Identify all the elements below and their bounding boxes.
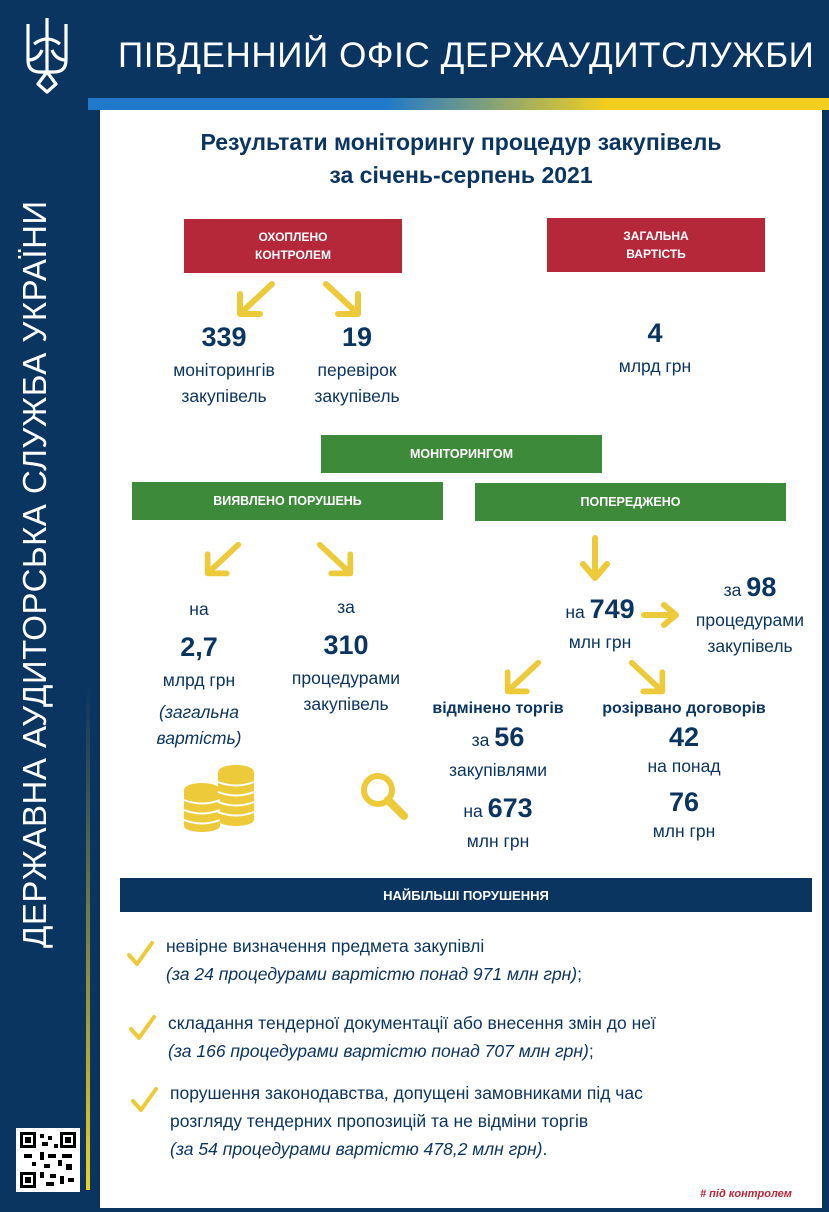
- arrow-down-right-icon: [314, 540, 358, 580]
- violations-amount-prefix: на: [189, 599, 209, 619]
- top-violations-heading: НАЙБІЛЬШІ ПОРУШЕННЯ: [120, 878, 812, 912]
- main-panel: [100, 110, 822, 1208]
- inspections-stat: [290, 322, 424, 409]
- checkmark-icon: [128, 1014, 156, 1042]
- title-line-1: Результати моніторингу процедур закупівель: [200, 129, 722, 155]
- hashtag-link[interactable]: # під контролем: [700, 1188, 792, 1200]
- cancelled-amount-line: [416, 791, 580, 828]
- violations-procedures-line-1: процедурами: [291, 668, 401, 688]
- terminated-amount-unit: млн грн: [652, 821, 716, 841]
- violation-item-tail: ;: [577, 964, 583, 984]
- violation-item-detail: (за 54 процедурами вартістю 478,2 млн грн): [170, 1139, 543, 1159]
- arrow-down-left-icon: [200, 540, 244, 580]
- monitorings-label-line-1: моніторингів: [173, 360, 275, 380]
- cancelled-amount-unit: млн грн: [466, 831, 530, 851]
- inspections-value: 19: [341, 322, 373, 352]
- terminated-count-unit: на понад: [647, 756, 721, 776]
- violations-amount-unit: млрд грн: [162, 670, 236, 690]
- violation-item-tail: .: [542, 1139, 548, 1159]
- inspections-label-line-1: перевірок: [317, 360, 397, 380]
- monitoring-box: МОНІТОРИНГОМ: [321, 435, 602, 473]
- cancelled-count-line: [416, 720, 580, 757]
- monitorings-stat: [148, 322, 300, 409]
- total-cost-box: [547, 218, 765, 272]
- qr-code-icon[interactable]: [16, 1128, 80, 1192]
- vertical-title: ДЕРЖАВНА АУДИТОРСЬКА СЛУЖБА УКРАЇНИ: [16, 200, 53, 948]
- violation-item-tail: ;: [588, 1041, 594, 1061]
- trident-icon: [20, 14, 74, 94]
- inspections-label-line-2: закупівель: [314, 386, 400, 406]
- violation-item-text-line-1: порушення законодавства, допущені замовниками під час: [170, 1083, 643, 1103]
- total-cost-label-line-2: ВАРТІСТЬ: [626, 247, 686, 261]
- covered-label-line-1: ОХОПЛЕНО: [258, 230, 328, 244]
- violations-amount-note-line-2: вартість): [156, 728, 242, 748]
- prevented-procedures-prefix: за: [723, 580, 742, 600]
- arrow-down-left-icon: [500, 658, 544, 698]
- prevented-amount-prefix: на: [565, 602, 585, 622]
- flag-stripe: [88, 98, 829, 110]
- coins-icon: [180, 760, 260, 832]
- prevented-amount-unit: млн грн: [568, 632, 632, 652]
- violations-amount-value: 2,7: [180, 632, 218, 662]
- total-cost-unit: млрд грн: [618, 356, 692, 376]
- violation-item: [168, 1009, 818, 1065]
- violation-item-detail: (за 166 процедурами вартістю понад 707 млн грн): [168, 1041, 589, 1061]
- arrow-right-icon: [640, 600, 682, 630]
- terminated-count-value: 42: [668, 722, 700, 752]
- cancelled-amount-prefix: на: [463, 801, 483, 821]
- arrow-down-right-icon: [626, 658, 670, 698]
- violation-item-text: складання тендерної документації або внесення змін до неї: [168, 1013, 656, 1033]
- violation-item-text: невірне визначення предмета закупівлі: [166, 936, 485, 956]
- violations-amount-stat: [130, 596, 268, 751]
- prevented-procedures-value: 98: [746, 572, 777, 602]
- total-cost-value: 4: [647, 318, 663, 348]
- prevented-amount-value: 749: [589, 594, 635, 624]
- arrow-down-right-icon: [320, 280, 366, 320]
- sidebar-accent-stripe: [86, 690, 90, 1190]
- infographic-title: [100, 126, 822, 192]
- total-cost-stat: [580, 318, 730, 379]
- violations-procedures-line-2: закупівель: [303, 694, 389, 714]
- prevented-procedures-line: [685, 570, 815, 607]
- violation-item-detail: (за 24 процедурами вартістю понад 971 млн грн): [166, 964, 578, 984]
- violation-item-text-line-2: розгляду тендерних пропозицій та не відміни торгів: [170, 1111, 589, 1131]
- checkmark-icon: [126, 940, 154, 968]
- monitorings-label-line-2: закупівель: [181, 386, 267, 406]
- terminated-stat: [584, 700, 784, 844]
- checkmark-icon: [130, 1086, 158, 1114]
- total-cost-label-line-1: ЗАГАЛЬНА: [623, 229, 689, 243]
- terminated-amount-value: 76: [668, 787, 700, 817]
- terminated-heading: розірвано договорів: [602, 700, 766, 717]
- violation-item: [166, 932, 816, 988]
- violations-amount-note-line-1: (загальна: [159, 702, 239, 722]
- cancelled-count-prefix: за: [471, 730, 490, 750]
- monitorings-value: 339: [201, 322, 247, 352]
- cancelled-heading: відмінено торгів: [432, 700, 564, 717]
- violation-item: [170, 1079, 820, 1163]
- covered-box: [184, 219, 402, 273]
- magnifier-icon: [358, 770, 410, 822]
- arrow-down-icon: [578, 534, 612, 584]
- prevented-box: ПОПЕРЕДЖЕНО: [475, 483, 786, 521]
- cancelled-count-unit: закупівлями: [448, 760, 548, 780]
- prevented-procedures-line-2: закупівель: [707, 636, 793, 656]
- violations-procedures-stat: [276, 594, 416, 717]
- cancelled-amount-value: 673: [487, 793, 533, 823]
- cancelled-stat: [416, 700, 580, 854]
- prevented-procedures-stat: [685, 570, 815, 659]
- cancelled-count-value: 56: [494, 722, 525, 752]
- prevented-procedures-line-1: процедурами: [695, 610, 805, 630]
- sidebar: [0, 0, 88, 1212]
- violations-box: ВИЯВЛЕНО ПОРУШЕНЬ: [132, 482, 443, 520]
- page-title: ПІВДЕННИЙ ОФІС ДЕРЖАУДИТСЛУЖБИ: [118, 36, 815, 75]
- title-line-2: за січень-серпень 2021: [329, 162, 593, 188]
- covered-label-line-2: КОНТРОЛЕМ: [255, 248, 331, 262]
- violations-procedures-prefix: за: [337, 597, 355, 617]
- arrow-down-left-icon: [232, 280, 278, 320]
- violations-procedures-value: 310: [323, 630, 369, 660]
